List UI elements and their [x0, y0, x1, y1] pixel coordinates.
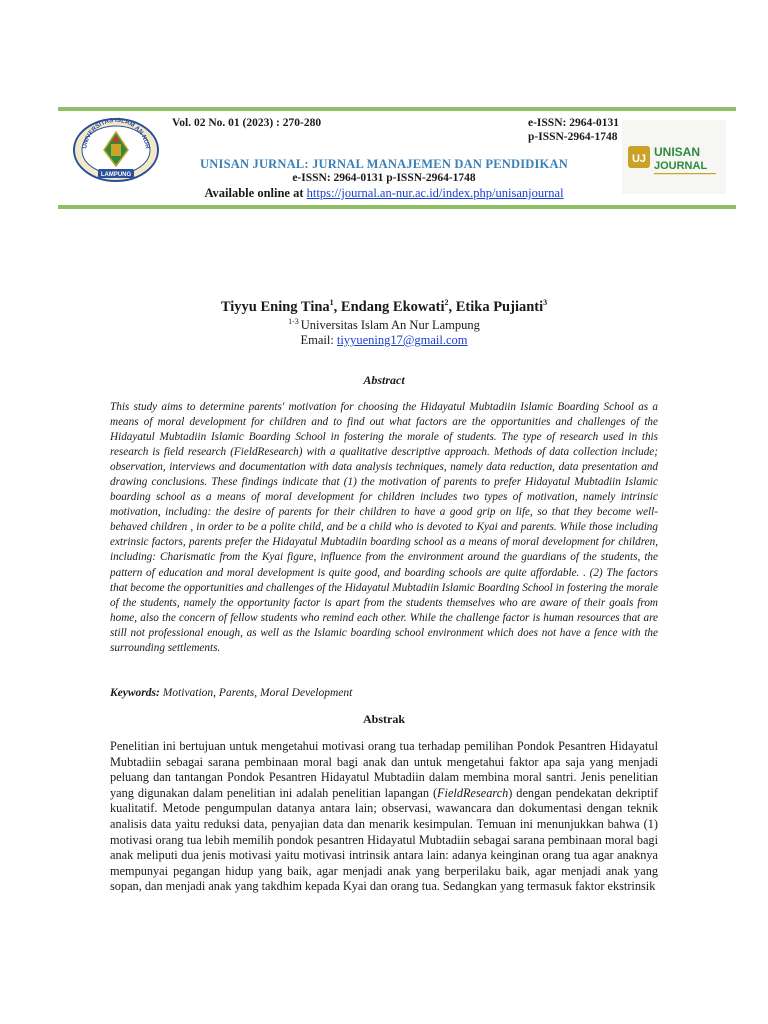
- journal-url-link[interactable]: https://journal.an-nur.ac.id/index.php/unisanjournal: [306, 186, 564, 200]
- abstrak-body-italic: FieldResearch: [437, 785, 509, 800]
- logo-line2: JOURNAL: [654, 160, 708, 172]
- author-2-sup: 2: [444, 298, 449, 308]
- logo-line1: UNISAN: [654, 145, 701, 159]
- email-line: [0, 333, 768, 348]
- abstrak-body: [110, 739, 658, 895]
- keywords-text: Motivation, Parents, Moral Development: [159, 687, 353, 699]
- available-label: Available online at: [204, 186, 307, 200]
- author-3: Etika Pujianti: [455, 299, 544, 315]
- header-top-rule: [58, 107, 736, 111]
- author-1: Tiyyu Ening Tina: [220, 299, 330, 315]
- keywords-label: Keywords:: [110, 687, 160, 699]
- seal-arc-text: UNIVERSITAS ISLAM AN NUR: [81, 116, 151, 150]
- author-3-sup: 3: [543, 298, 548, 308]
- journal-title: UNISAN JURNAL: JURNAL MANAJEMEN DAN PENDIDIKAN: [200, 157, 568, 171]
- author-list: [0, 299, 768, 316]
- pissn-right: p-ISSN-2964-1748: [528, 131, 618, 143]
- header-bottom-rule: [58, 205, 736, 209]
- abstrak-body-part-2: ) dengan pendekatan dekriptif kualitatif. Metode pengumpulan datanya antara lain; observasi, wawancara dan dokumentasi dengan teknik analisis data yaitu reduksi data, penyajian data dan menarik kesimpulan. Temuan ini menunjukkan bahwa (1) motivasi orang tua lebih memilih pondok pesantren Hidayatul Mubtadiin sebagai sarana pembinaan moral bagi anak meliputi dua jenis motivasi yaitu motivasi intrinsik antara lain: adanya keinginan orang tua agar anaknya mempunyai pegangan hidup yang baik, agar menjadi anak yang berperilaku baik, agar menjadi anak yang sopan, dan menjadi anak yang takdhim kepada Kyai dan orang tua. Sedangkan yang termasuk faktor ekstrinsik: [110, 785, 658, 894]
- affiliation-text: Universitas Islam An Nur Lampung: [300, 318, 480, 332]
- seal-bottom-text: LAMPUNG: [100, 172, 132, 178]
- author-sep-1: ,: [333, 299, 341, 315]
- abstract-body: This study aims to determine parents' motivation for choosing the Hidayatul Mubtadiin Islamic Boarding School as a means of moral development for children and to find out what factors are the opportunities and challenges of the Hidayatul Mubtadiin Islamic Boarding School in fostering the morale of students. The type of research used in this research is field research (FieldResearch) with a qualitative descriptive approach. Methods of data collection include; observation, interviews and documentation with data analysis techniques, namely data reduction, data presentation and drawing conclusions. These findings indicate that (1) the motivation of parents to prefer Hidayatul Mubtadiin Islamic boarding school as a means of moral development for children includes two types of motivation, namely intrinsic motivation, including: the desire of parents for their children to have a good grip on life, so that they become well-behaved children , in order to be a polite child, and be a child who is devoted to Kyai and parents. While those including extrinsic factors, parents prefer the Hidayatul Mubtadiin boarding school as a means of moral development for children, including: Charismatic from the Kyai figure, influence from the environment around the guardians of the students, the pattern of education and moral development is quite good, and boarding schools are quite affordable. . (2) The factors that become the opportunities and challenges of the Hidayatul Mubtadiin Islamic Boarding School in fostering the morale of the students, namely the opportunity factor is apart from the students themselves who are aware of their goals from home, also the concern of fellow students who remind each other. While the challenge factor is human resources that are still not professional enough, as well as the Islamic boarding school environment which does not have a fence with the surrounding settlements.: [110, 401, 658, 654]
- email-label: Email:: [300, 333, 337, 347]
- affiliation-sup: 1-3: [288, 316, 301, 326]
- issn-center: e-ISSN: 2964-0131 p-ISSN-2964-1748: [292, 172, 476, 184]
- eissn-right: e-ISSN: 2964-0131: [528, 117, 620, 129]
- keywords-line: [110, 687, 352, 699]
- available-online: [0, 186, 768, 201]
- volume-info: Vol. 02 No. 01 (2023) : 270-280: [172, 117, 322, 129]
- abstract-heading: Abstract: [363, 373, 405, 387]
- affiliation: [0, 318, 768, 333]
- abstrak-heading: Abstrak: [362, 712, 405, 726]
- author-sep-2: ,: [448, 299, 456, 315]
- author-1-sup: 1: [329, 298, 334, 308]
- abstrak-body-part-1: Penelitian ini bertujuan untuk mengetahui motivasi orang tua terhadap pemilihan Pondok Pesantren Hidayatul Mubtadiin sebagai sarana pembinaan moral bagi anak dan untuk mengetahui faktor apa saja yang menjadi peluang dan tantangan Pondok Pesantren Hidayatul Mubtadiin dalam membina moral santri. Jenis penelitian yang digunakan dalam penelitian ini adalah penelitian lapangan (: [110, 739, 658, 800]
- email-link[interactable]: tiyyuening17@gmail.com: [336, 333, 468, 347]
- logo-mark-text: UJ: [631, 153, 647, 165]
- author-2: Endang Ekowati: [340, 299, 445, 315]
